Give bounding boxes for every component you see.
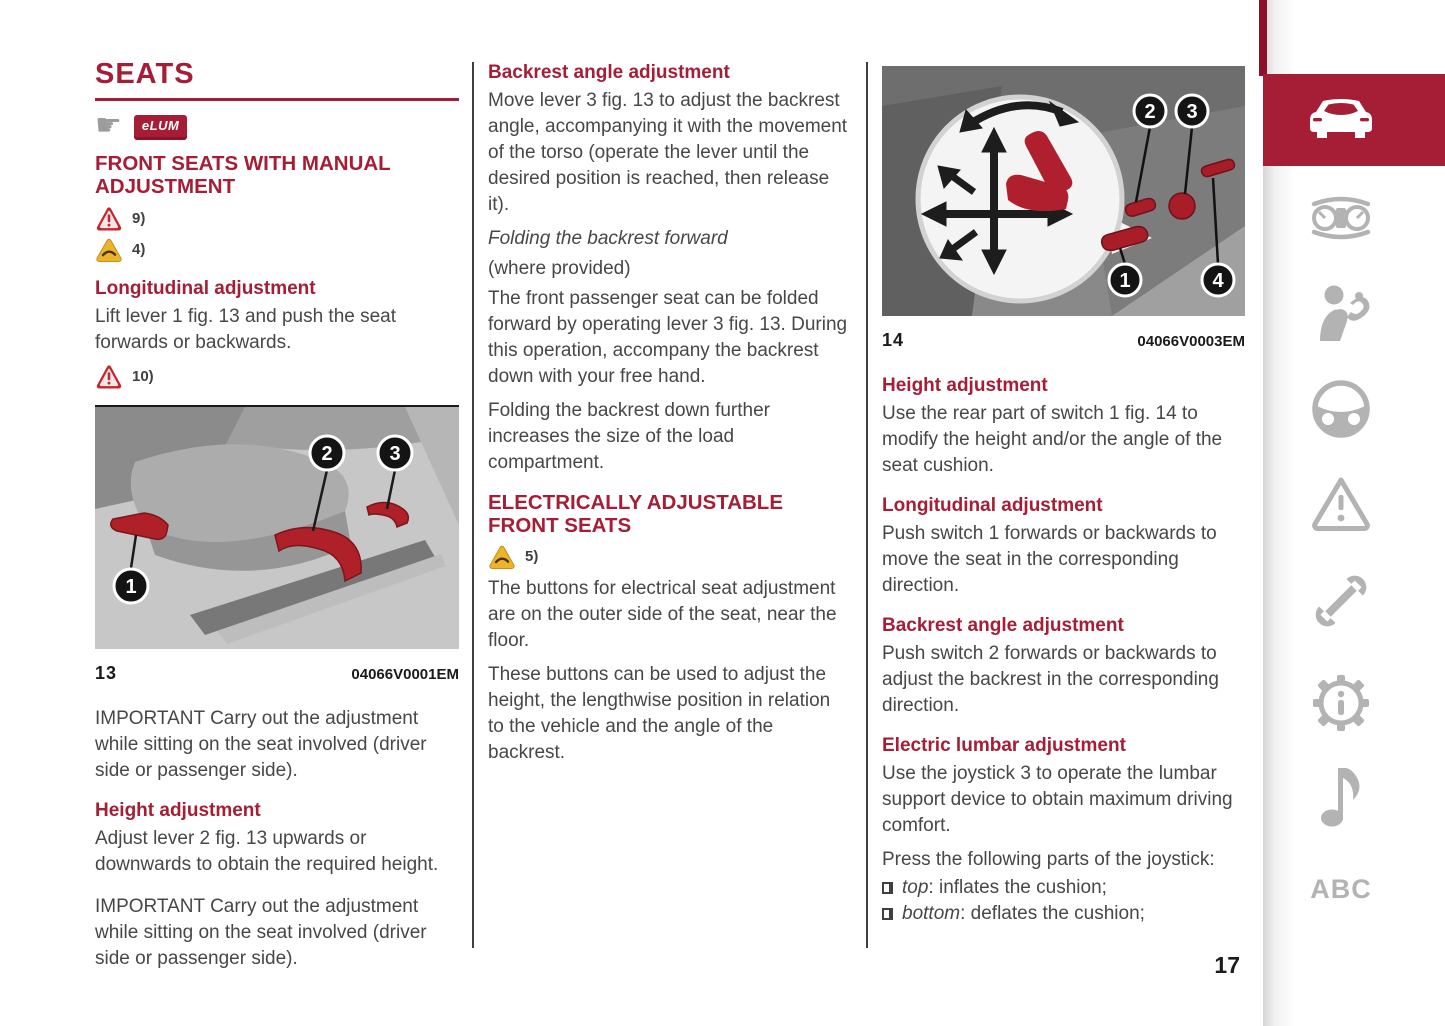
square-bullet-icon — [882, 908, 893, 920]
subheading-longitudinal: Longitudinal adjustment — [95, 277, 316, 299]
bullet-item — [882, 901, 1245, 927]
figure-13-illustration — [95, 407, 459, 649]
section-heading-manual-seats: FRONT SEATS WITH MANUAL ADJUSTMENT — [95, 152, 391, 198]
subheading-longitudinal: Longitudinal adjustment — [882, 495, 1103, 516]
bullet-term: bottom — [902, 903, 961, 924]
callout-3: 3 — [389, 442, 401, 465]
callout-1: 1 — [125, 575, 137, 598]
paragraph: The buttons for electrical seat adjustment are on the outer side of the seat, near the floor. — [488, 577, 837, 651]
figure-code: 04066V0003EM — [1137, 333, 1245, 350]
pointing-hand-icon: ☛ — [95, 109, 122, 142]
caution-reference-number: 4) — [132, 241, 146, 259]
bullet-text: : inflates the cushion; — [928, 877, 1107, 898]
subheading-height: Height adjustment — [882, 375, 1048, 396]
paragraph: Push switch 2 forwards or backwards to adjust the backrest in the corresponding direction. — [882, 643, 1219, 716]
paragraph: Use the joystick 3 to operate the lumbar support device to obtain maximum driving comfort. — [882, 763, 1233, 836]
important-note: IMPORTANT Carry out the adjustment while sitting on the seat involved (driver side or passenger side). — [95, 895, 427, 969]
steering-wheel-icon — [1310, 378, 1372, 440]
column-divider — [866, 62, 868, 948]
column-1 — [95, 58, 459, 980]
tab-instrument-panel-chapter[interactable] — [1263, 190, 1445, 246]
warning-reference-number: 10) — [132, 367, 154, 385]
paragraph: These buttons can be used to adjust the height, the lengthwise position in relation to the vehicle and the angle of the backrest. — [488, 663, 831, 763]
subheading-lumbar: Electric lumbar adjustment — [882, 735, 1126, 756]
caution-triangle-icon — [95, 238, 123, 262]
column-3 — [882, 58, 1245, 927]
tab-index-chapter[interactable] — [1263, 869, 1445, 909]
italic-line: Folding the backrest forward — [488, 228, 728, 249]
abc-index-label: ABC — [1310, 873, 1372, 904]
caution-reference-number: 5) — [525, 548, 539, 566]
warning-triangle-icon — [95, 206, 123, 231]
tab-vehicle-chapter[interactable] — [1263, 74, 1445, 166]
section-heading-electric-seats: ELECTRICALLY ADJUSTABLE FRONT SEATS — [488, 491, 783, 537]
important-note: IMPORTANT Carry out the adjustment while sitting on the seat involved (driver side or passenger side). — [95, 707, 427, 781]
paragraph: The front passenger seat can be folded forward by operating lever 3 fig. 13. During this operation, accompany the backrest down with your free hand. — [488, 288, 848, 387]
warning-reference-row — [95, 206, 459, 231]
figure-14-illustration — [882, 66, 1245, 316]
page-title: SEATS — [95, 58, 459, 101]
bullet-item — [882, 875, 1245, 901]
column-2 — [488, 58, 850, 774]
caution-reference-row — [95, 238, 459, 262]
tab-safety-chapter[interactable] — [1263, 284, 1445, 340]
callout-2: 2 — [1144, 101, 1156, 123]
chapter-tab-edge-marker — [1259, 0, 1267, 76]
car-icon — [1306, 96, 1376, 144]
paragraph: Push switch 1 forwards or backwards to move the seat in the corresponding direction. — [882, 523, 1217, 596]
tab-starting-driving-chapter[interactable] — [1263, 380, 1445, 438]
callout-2: 2 — [321, 442, 333, 465]
callout-4: 4 — [1212, 270, 1224, 292]
wrench-icon — [1310, 570, 1372, 632]
figure-number: 13 — [95, 662, 118, 683]
bullet-text: : deflates the cushion; — [960, 903, 1145, 924]
page-number: 17 — [1214, 952, 1240, 978]
chapter-tab-sidebar — [1263, 0, 1445, 1026]
tab-maintenance-chapter[interactable] — [1263, 572, 1445, 630]
subheading-backrest: Backrest angle adjustment — [882, 615, 1124, 636]
figure-13-caption — [95, 663, 459, 684]
joystick-intro: Press the following parts of the joystick: — [882, 849, 1215, 870]
paragraph: Use the rear part of switch 1 fig. 14 to modify the height and/or the angle of the seat cushion. — [882, 403, 1223, 476]
subheading-backrest: Backrest angle adjustment — [488, 62, 730, 83]
paragraph: Lift lever 1 fig. 13 and push the seat forwards or backwards. — [95, 305, 397, 353]
paragraph: Move lever 3 fig. 13 to adjust the backrest angle, accompanying it with the movement of the torso (operate the lever until the desired position is reached, then release it). — [488, 90, 848, 215]
figure-13-seat-levers — [95, 405, 459, 684]
paragraph: Adjust lever 2 fig. 13 upwards or downwards to obtain the required height. — [95, 827, 439, 875]
instrument-panel-icon — [1307, 195, 1375, 241]
figure-14-caption — [882, 330, 1245, 351]
figure-code: 04066V0001EM — [351, 665, 459, 683]
warning-triangle-icon — [95, 364, 123, 389]
subheading-height: Height adjustment — [95, 799, 261, 821]
caution-triangle-icon — [488, 545, 516, 569]
gear-info-icon — [1312, 674, 1370, 732]
warning-triangle-tab-icon — [1310, 475, 1372, 531]
square-bullet-icon — [882, 882, 893, 894]
callout-1: 1 — [1119, 270, 1131, 292]
where-provided-line: (where provided) — [488, 258, 631, 279]
figure-14-seat-switches — [882, 66, 1245, 351]
callout-3: 3 — [1186, 101, 1198, 123]
caution-reference-row — [488, 545, 850, 569]
column-divider — [472, 62, 474, 948]
warning-reference-row — [95, 364, 459, 389]
bullet-term: top — [902, 877, 929, 898]
airbag-icon — [1312, 283, 1370, 341]
music-note-icon — [1318, 768, 1364, 828]
tab-emergency-chapter[interactable] — [1263, 475, 1445, 531]
paragraph: Folding the backrest down further increases the size of the load compartment. — [488, 400, 770, 473]
tab-multimedia-chapter[interactable] — [1263, 769, 1445, 827]
warning-reference-number: 9) — [132, 209, 146, 227]
elum-book-icon: eLUM — [134, 115, 187, 137]
reference-icon-row — [95, 111, 459, 141]
figure-number: 14 — [882, 330, 905, 350]
tab-technical-data-chapter[interactable] — [1263, 675, 1445, 731]
